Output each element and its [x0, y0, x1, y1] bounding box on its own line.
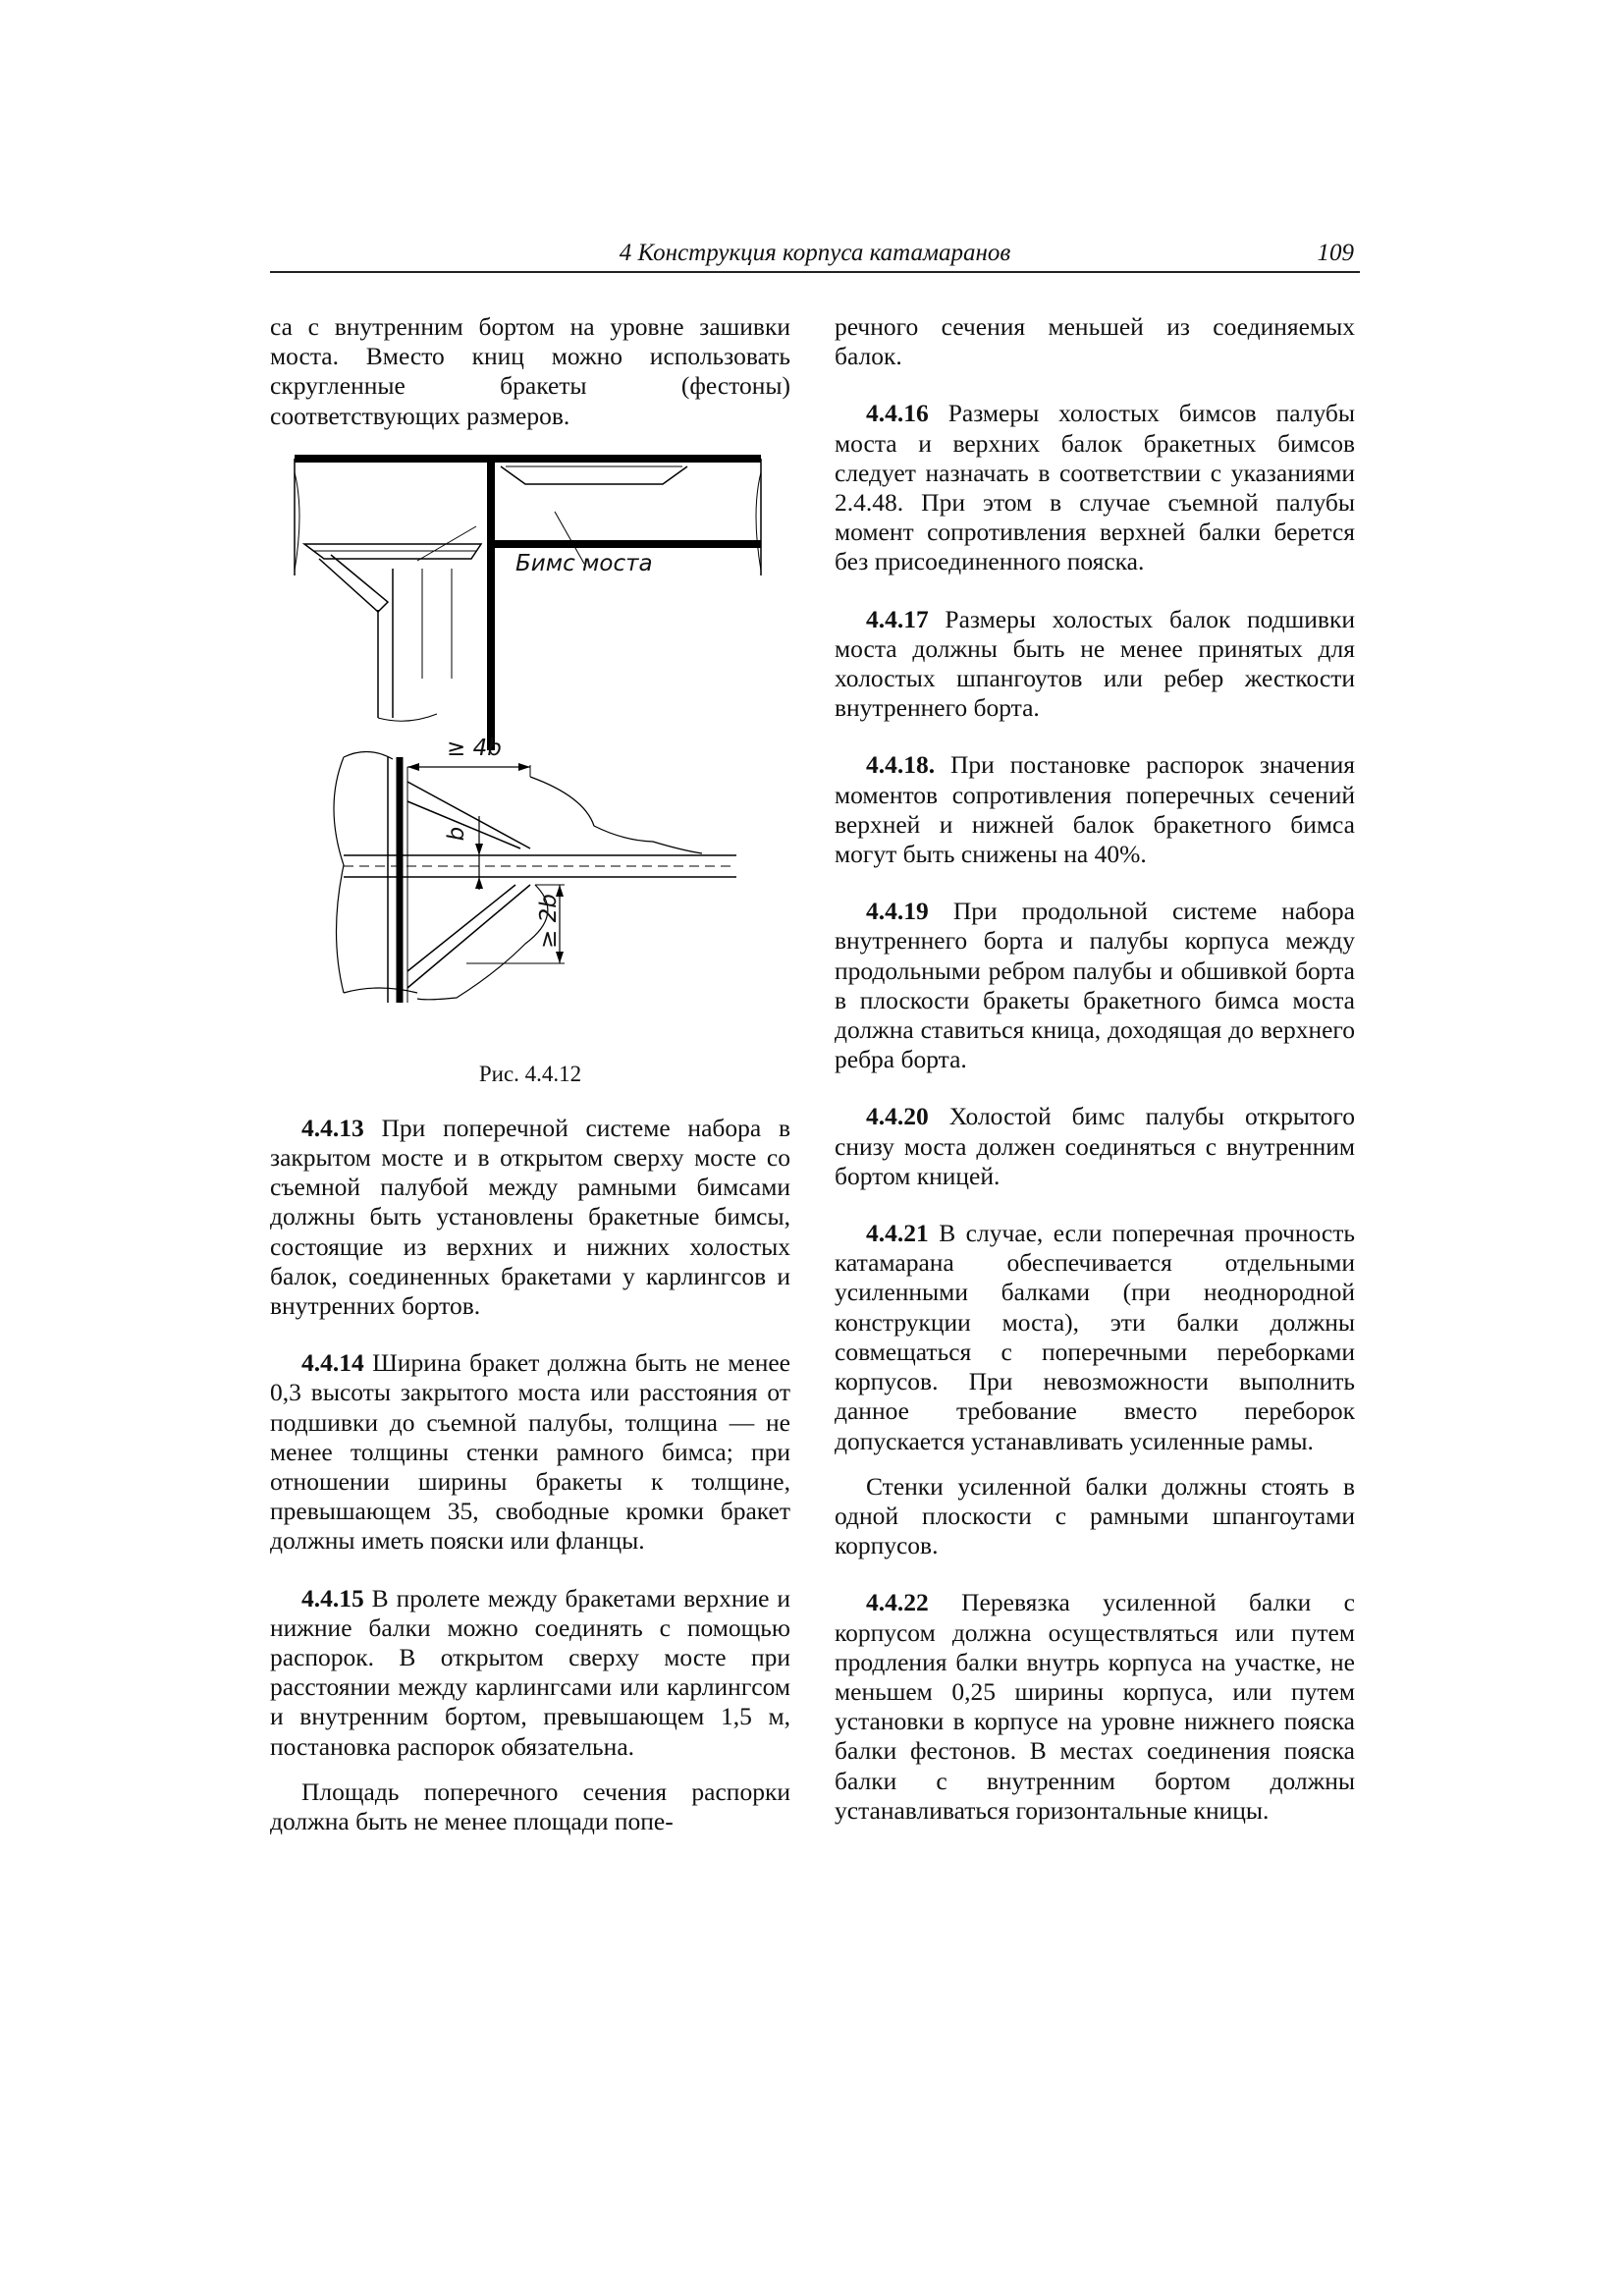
- section-4-4-22: 4.4.22 Перевязка усиленной балки с корпусом должна осуществляться или путем продления балки внутрь корпуса на участке, не меньшем 0,25 ширины корпуса, или путем установки в корпусе на уровне нижнего пояска балки фестонов. В местах соединения пояска балки с внутренним бортом должны устанавливаться горизонтальные кницы.: [835, 1588, 1355, 1825]
- section-4-4-18: 4.4.18. При постановке распорок значения моментов сопротивления поперечных сечений верхней и нижней балок бракетного бимса могут быть снижены на 40%.: [835, 750, 1355, 869]
- page-number: 109: [1317, 240, 1354, 266]
- right-column: [835, 312, 1355, 1853]
- figure-caption: Рис. 4.4.12: [478, 1061, 582, 1086]
- section-4-4-19: 4.4.19 При продольной системе набора внутреннего борта и палубы корпуса между продольными ребром палубы и обшивкой борта в плоскости бракеты бракетного бимса моста должна ставиться кница, доходящая до верхнего ребра борта.: [835, 897, 1355, 1074]
- paragraph-intro: са с внутренним бортом на уровне зашивки моста. Вместо книц можно использовать скругленные бракеты (фестоны) соответствующих размеров.: [270, 312, 790, 430]
- figure-4-4-12: [270, 453, 790, 1096]
- section-4-4-20: 4.4.20 Холостой бимс палубы открытого снизу моста должен соединяться с внутренним бортом кницей.: [835, 1102, 1355, 1190]
- section-4-4-14: 4.4.14 Ширина бракет должна быть не менее 0,3 высоты закрытого моста или расстояния от подшивки до съемной палубы, толщина — не менее толщины стенки рамного бимса; при отношении ширины бракеты к толщине, превышающем 35, свободные кромки бракет должны иметь пояски или фланцы.: [270, 1348, 790, 1556]
- dimension-2b: ≥ 2b: [535, 894, 562, 949]
- section-4-4-16: 4.4.16 Размеры холостых бимсов палубы моста и верхних балок бракетных бимсов следует назначать в соответствии с указаниями 2.4.48. При этом в случае съемной палубы момент сопротивления верхней балки берется без присоединенного пояска.: [835, 399, 1355, 576]
- dimension-4b: ≥ 4b: [447, 735, 502, 761]
- bracket-drawing: [270, 453, 790, 1062]
- left-column: [270, 312, 790, 1864]
- running-header: [270, 240, 1360, 273]
- beam-label: Бимс моста: [515, 550, 653, 576]
- section-4-4-21: 4.4.21 В случае, если поперечная прочность катамарана обеспечивается отдельными усиленными балками (при неоднородной конструкции моста), эти балки должны совмещаться с поперечными переборками корпусов. При невозможности выполнить данное требование вместо переборок допускается устанавливать усиленные рамы.: [835, 1219, 1355, 1455]
- section-4-4-17: 4.4.17 Размеры холостых балок подшивки моста должны быть не менее принятых для холостых шпангоутов или ребер жесткости внутреннего борта.: [835, 604, 1355, 723]
- chapter-title: 4 Конструкция корпуса катамаранов: [619, 240, 1011, 266]
- paragraph-continued: речного сечения меньшей из соединяемых балок.: [835, 312, 1355, 371]
- dimension-b: b: [444, 826, 470, 842]
- paragraph-4-4-21-cont: Стенки усиленной балки должны стоять в одной плоскости с рамными шпангоутами корпусов.: [835, 1471, 1355, 1560]
- section-4-4-15: 4.4.15 В пролете между бракетами верхние и нижние балки можно соединять с помощью распорок. В открытом сверху мосте при расстоянии между карлингсами или карлингсом и внутренним бортом, превышающем 1,5 м, постановка распорок обязательна.: [270, 1583, 790, 1761]
- section-4-4-13: 4.4.13 При поперечной системе набора в закрытом мосте и в открытом сверху мосте со съемной палубой между рамными бимсами должны быть установлены бракетные бимсы, состоящие из верхних и нижних холостых балок, соединенных бракетами у карлингсов и внутренних бортов.: [270, 1113, 790, 1321]
- paragraph-4-4-15-cont: Площадь поперечного сечения распорки должна быть не менее площади попе-: [270, 1777, 790, 1836]
